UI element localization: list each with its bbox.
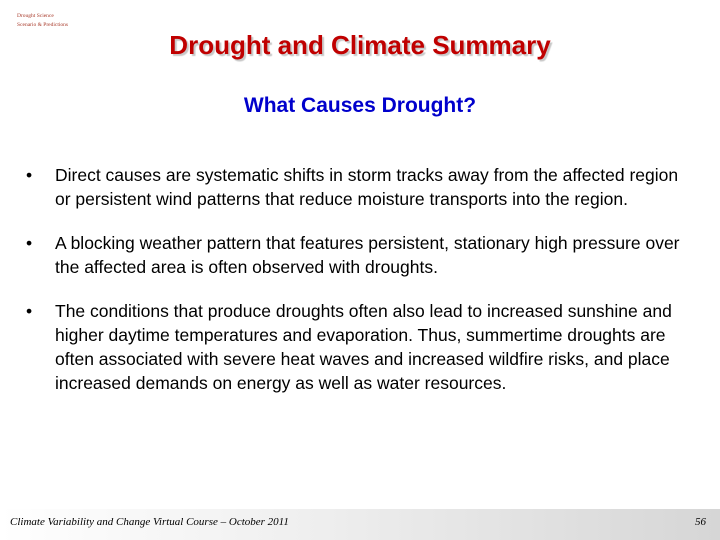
slide-subtitle: What Causes Drought? [243, 94, 477, 117]
slide-title: Drought and Climate Summary [169, 30, 551, 60]
bullet-marker: • [26, 301, 33, 321]
bullet-item-conditions [26, 299, 686, 395]
page-number: 56 [695, 516, 706, 528]
bullet-text: The conditions that produce droughts often also lead to increased sunshine and higher daytime temperatures and evaporation. Thus, summertime droughts are often associated with severe heat waves and increased wildfire risks, and place increased demands on energy as well as water resources. [55, 301, 672, 393]
bullet-item-direct-causes [26, 163, 686, 211]
bullet-item-blocking-pattern [26, 231, 686, 279]
bullet-list [26, 163, 686, 415]
bullet-text: Direct causes are systematic shifts in storm tracks away from the affected region or persistent wind patterns that reduce moisture transports into the region. [55, 165, 679, 209]
footer-course-label: Climate Variability and Change Virtual Course – October 2011 [10, 516, 289, 528]
footer-bar [0, 509, 720, 540]
logo-line-1: Drought Science [17, 13, 54, 19]
logo-line-2: Scenario & Predictions [17, 22, 69, 28]
bullet-marker: • [26, 233, 33, 253]
bullet-text: A blocking weather pattern that features persistent, stationary high pressure over the affected area is often observed with droughts. [55, 233, 680, 277]
bullet-marker: • [26, 165, 33, 185]
